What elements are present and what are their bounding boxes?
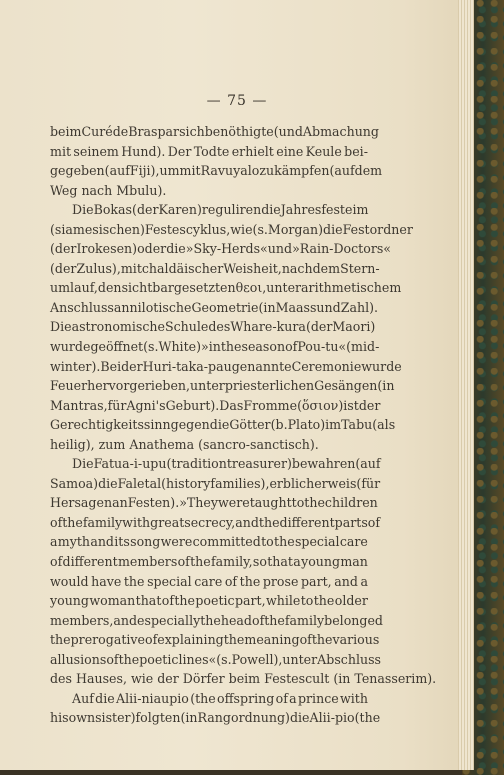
word: the — [174, 593, 195, 609]
word: bewahren — [291, 456, 356, 472]
word: unter — [190, 378, 225, 394]
word: own — [68, 710, 96, 726]
word: Anschluss — [50, 299, 114, 315]
word: children — [324, 495, 378, 511]
word: beim — [228, 671, 265, 687]
word: umlauf, — [50, 280, 98, 296]
text-line — [50, 161, 383, 181]
word: that — [135, 593, 162, 609]
word: different — [279, 514, 335, 530]
word: (s. — [216, 651, 232, 667]
word: different — [62, 554, 118, 570]
word: sich — [179, 124, 205, 139]
word: Festescult — [264, 671, 334, 687]
word: White) — [158, 339, 202, 355]
word: Keule — [305, 143, 342, 159]
word: secrecy, — [184, 514, 236, 530]
word: and — [334, 573, 358, 589]
word: (s. — [252, 221, 268, 237]
word: chaldäischer — [141, 260, 224, 276]
word: (auf — [329, 163, 355, 179]
word: the — [223, 632, 245, 648]
word: with — [122, 514, 151, 530]
word: für — [107, 397, 127, 413]
word: wurde — [50, 339, 91, 355]
word: »Sky-Herds« — [185, 241, 268, 257]
text-line — [50, 200, 368, 220]
word: und — [267, 241, 293, 257]
body-text — [50, 122, 437, 728]
text-line — [50, 689, 368, 709]
word: gegeben — [50, 163, 105, 179]
word: Maass — [275, 299, 317, 315]
word: gegen — [170, 417, 210, 433]
word: erhielt — [231, 143, 274, 159]
word: »in — [201, 339, 221, 355]
word: genannte — [231, 358, 292, 374]
word: with — [340, 690, 368, 706]
word: Die — [50, 319, 72, 335]
word: a — [360, 573, 368, 589]
word: poetic — [139, 651, 179, 667]
word: members, — [50, 612, 114, 628]
word: Abschluss — [317, 651, 382, 667]
word: young — [301, 554, 341, 570]
text-line — [50, 669, 437, 689]
word: (in — [180, 710, 198, 726]
word: Fiji), — [129, 163, 160, 179]
word: »They — [179, 495, 218, 511]
word: poetic — [195, 593, 235, 609]
word: nilotische — [129, 299, 192, 315]
word: Braspar — [128, 124, 180, 139]
word: young — [50, 593, 89, 609]
word: parts — [334, 514, 368, 530]
word: would — [50, 573, 89, 589]
word: an — [112, 495, 128, 511]
word: Alii-niaupio — [116, 690, 189, 706]
word: the — [190, 554, 211, 570]
word: part, — [301, 573, 332, 589]
word: of — [275, 690, 288, 706]
word: to — [261, 534, 274, 550]
word: (b. — [270, 417, 288, 433]
word: Alii-pio — [309, 710, 355, 726]
word: (siamesischen) — [50, 221, 145, 237]
word: and — [90, 534, 114, 550]
word: die — [289, 710, 310, 726]
word: arithmetischem — [301, 280, 402, 296]
word: prerogative — [70, 632, 145, 648]
text-line — [50, 317, 376, 337]
word: Todte — [193, 143, 230, 159]
text-line — [50, 435, 368, 455]
word: Die — [72, 202, 94, 218]
word: Morgan) — [267, 221, 324, 237]
word: taught — [249, 495, 292, 511]
word: Festen). — [127, 495, 180, 511]
word: seinem — [73, 143, 119, 159]
word: sichtbar — [121, 280, 174, 296]
text-line — [50, 650, 382, 670]
word: wie — [230, 221, 253, 237]
word: (und — [273, 124, 303, 139]
word: were — [218, 495, 250, 511]
word: bei- — [344, 143, 368, 159]
word: Götter — [229, 417, 271, 433]
word: sister) — [95, 710, 136, 726]
word: de — [112, 124, 129, 139]
word: (the — [354, 710, 381, 726]
word: (der — [305, 319, 333, 335]
word: Tabu — [341, 417, 373, 433]
word: reguliren — [201, 202, 262, 218]
text-line — [50, 122, 379, 142]
word: Hersagen — [50, 495, 113, 511]
word: and — [235, 514, 259, 530]
word: prose — [262, 573, 299, 589]
word: (history — [161, 475, 211, 491]
word: Huri-taka-pau — [142, 358, 232, 374]
word: (als — [372, 417, 396, 433]
word: (mid- — [346, 339, 380, 355]
word: gesetzten — [173, 280, 236, 296]
word: heilig), — [50, 436, 99, 452]
word: the — [274, 534, 295, 550]
word: des — [50, 671, 76, 687]
word: Ravuyalo — [200, 163, 260, 179]
word: zu — [259, 163, 275, 179]
word: the — [200, 612, 221, 628]
word: im — [325, 417, 342, 433]
word: (in — [333, 671, 355, 687]
word: (ὅσιον) — [297, 397, 344, 413]
word: zum — [98, 436, 130, 452]
word: (für — [356, 475, 381, 491]
word: mit — [120, 260, 142, 276]
word: Feuer — [50, 378, 88, 394]
word: Fatua-i-upu — [93, 456, 167, 472]
word: ist — [343, 397, 359, 413]
word: unter — [282, 651, 318, 667]
word: die — [95, 690, 115, 706]
word: Ceremonie — [291, 358, 362, 374]
word: Schule — [164, 319, 209, 335]
word: Geometrie — [191, 299, 259, 315]
word: to — [291, 495, 305, 511]
word: families), — [210, 475, 270, 491]
page-number: — 75 — — [206, 93, 268, 109]
word: Curé — [81, 124, 113, 139]
word: Auf — [72, 690, 94, 706]
word: of — [285, 339, 298, 355]
word: family — [284, 612, 325, 628]
word: Whare — [230, 319, 273, 335]
word: (sancro-sanctisch). — [198, 436, 319, 452]
word: great — [150, 514, 185, 530]
word: season — [241, 339, 286, 355]
word: the — [220, 339, 242, 355]
text-line — [50, 396, 381, 416]
word: prince — [297, 690, 339, 706]
word: nach — [81, 182, 117, 198]
word: Faletal — [117, 475, 162, 491]
word: myth — [57, 534, 91, 550]
word: priesterlichen — [224, 378, 315, 394]
word: (s. — [143, 339, 159, 355]
word: Rangordnung) — [197, 710, 290, 726]
word: Mantras, — [50, 397, 108, 413]
word: (der — [50, 241, 77, 257]
text-line — [50, 142, 368, 162]
word: Dörfer — [182, 671, 229, 687]
word: treasurer) — [226, 456, 292, 472]
text-line — [50, 513, 381, 533]
text-line — [50, 181, 368, 201]
word: (auf — [355, 456, 381, 472]
word: special — [294, 534, 340, 550]
word: woman — [89, 593, 136, 609]
text-line — [50, 415, 396, 435]
word: his — [50, 710, 69, 726]
word: kura — [276, 319, 306, 335]
text-line — [50, 239, 392, 259]
word: Jahresfeste — [280, 202, 353, 218]
word: the — [118, 651, 140, 667]
word: the — [264, 612, 285, 628]
text-line — [50, 220, 413, 240]
word: mit — [179, 163, 201, 179]
word: hervorgerieben, — [87, 378, 191, 394]
text-line — [50, 493, 378, 513]
text-line — [50, 630, 380, 650]
text-line — [50, 454, 381, 474]
word: Stern- — [340, 260, 380, 276]
word: beim — [50, 124, 82, 139]
word: Agni's — [126, 397, 166, 413]
word: oder — [137, 241, 167, 257]
text-line — [50, 474, 381, 494]
word: meaning — [244, 632, 300, 648]
word: (der — [132, 202, 159, 218]
word: head — [220, 612, 252, 628]
word: Hauses, — [75, 671, 131, 687]
word: im — [352, 202, 369, 218]
word: offspring — [217, 690, 275, 706]
word: family, — [211, 554, 253, 570]
word: Powell), — [231, 651, 283, 667]
word: wie — [130, 671, 158, 687]
word: der — [121, 358, 143, 374]
word: und — [316, 299, 341, 315]
word: of — [50, 514, 63, 530]
word: (the — [190, 690, 216, 706]
word: nach — [281, 260, 313, 276]
word: Fromme — [243, 397, 298, 413]
word: man — [340, 554, 368, 570]
word: while — [265, 593, 301, 609]
text-line — [50, 278, 402, 298]
word: die — [98, 475, 118, 491]
text-line — [50, 572, 368, 592]
word: Hund). — [121, 143, 166, 159]
word: were — [160, 534, 193, 550]
word: belonged — [324, 612, 383, 628]
word: Festordner — [342, 221, 413, 237]
word: Irokesen) — [76, 241, 138, 257]
word: Mbulu). — [116, 182, 167, 198]
word: the — [313, 593, 335, 609]
word: and — [113, 612, 138, 628]
word: wurde — [361, 358, 402, 374]
word: its — [114, 534, 130, 550]
word: Bei — [100, 358, 122, 374]
word: Zahl). — [340, 299, 379, 315]
word: die — [166, 241, 186, 257]
word: eine — [276, 143, 304, 159]
word: unter — [266, 280, 302, 296]
word: den — [97, 280, 122, 296]
word: Abmachung — [302, 124, 379, 139]
text-line — [50, 298, 379, 318]
word: θεοι, — [235, 280, 267, 296]
word: an — [113, 299, 130, 315]
word: care — [339, 534, 368, 550]
word: family — [82, 514, 123, 530]
word: lines« — [178, 651, 217, 667]
word: the — [304, 495, 325, 511]
word: of — [224, 573, 238, 589]
word: Tenasserim). — [354, 671, 437, 687]
word: a — [293, 554, 301, 570]
text-line — [50, 552, 368, 572]
word: members — [117, 554, 178, 570]
word: Maori) — [332, 319, 376, 335]
word: of — [145, 632, 158, 648]
word: dem — [312, 260, 341, 276]
word: Bokas — [93, 202, 133, 218]
word: so — [252, 554, 267, 570]
word: older — [334, 593, 368, 609]
word: (der — [50, 260, 77, 276]
text-line — [50, 591, 368, 611]
word: Samoa) — [50, 475, 99, 491]
word: the — [239, 573, 261, 589]
word: dem — [354, 163, 383, 179]
word: mit — [50, 143, 72, 159]
word: have — [91, 573, 122, 589]
word: Gerechtigkeitssinn — [50, 417, 171, 433]
text-line — [50, 357, 402, 377]
word: Anathema — [129, 436, 199, 452]
word: special — [147, 573, 192, 589]
word: the — [258, 514, 280, 530]
word: of — [252, 612, 265, 628]
word: (auf — [104, 163, 130, 179]
word: Weisheit, — [223, 260, 282, 276]
word: astronomische — [71, 319, 165, 335]
word: of — [367, 514, 381, 530]
word: of — [299, 632, 312, 648]
word: allusions — [50, 651, 107, 667]
word: - — [272, 319, 277, 335]
word: the — [123, 573, 145, 589]
word: of — [50, 554, 63, 570]
word: benöthigte — [204, 124, 274, 139]
word: geöffnet — [90, 339, 144, 355]
word: die — [261, 202, 281, 218]
word: Pou-tu« — [297, 339, 347, 355]
word: Zulus), — [76, 260, 121, 276]
word: various — [332, 632, 380, 648]
text-line — [50, 337, 380, 357]
word: that — [267, 554, 293, 570]
word: Gesängen — [314, 378, 378, 394]
word: »Rain-Doctors« — [292, 241, 392, 257]
word: kämpfen — [274, 163, 330, 179]
word: der — [358, 397, 381, 413]
word: der — [157, 671, 183, 687]
word: to — [300, 593, 314, 609]
word: die — [209, 417, 230, 433]
word: the — [62, 514, 83, 530]
text-line — [50, 376, 395, 396]
word: Karen) — [158, 202, 202, 218]
word: of — [161, 593, 174, 609]
word: part, — [234, 593, 266, 609]
word: winter). — [50, 358, 101, 374]
word: the — [50, 632, 71, 648]
word: committed — [192, 534, 261, 550]
word: of — [106, 651, 119, 667]
word: a — [50, 534, 58, 550]
text-line — [50, 708, 381, 728]
word: (in — [258, 299, 276, 315]
word: a — [289, 690, 297, 706]
word: the — [311, 632, 333, 648]
word: die — [323, 221, 343, 237]
word: (in — [377, 378, 395, 394]
word: um — [159, 163, 180, 179]
word: Weg — [50, 182, 82, 198]
word: Geburt). — [165, 397, 220, 413]
word: care — [194, 573, 223, 589]
word: especially — [137, 612, 201, 628]
word: song — [130, 534, 161, 550]
word: Das — [219, 397, 244, 413]
word: (tradition — [166, 456, 227, 472]
text-line — [50, 611, 383, 631]
page-edges — [458, 0, 474, 770]
word: of — [177, 554, 190, 570]
word: Plato) — [287, 417, 326, 433]
text-line — [50, 532, 368, 552]
text-line — [50, 259, 380, 279]
word: Die — [72, 456, 94, 472]
word: folgten — [135, 710, 181, 726]
word: Festescyklus, — [144, 221, 231, 237]
word: erblicherweis — [269, 475, 357, 491]
word: Der — [167, 143, 192, 159]
word: des — [208, 319, 231, 335]
word: explaining — [157, 632, 224, 648]
